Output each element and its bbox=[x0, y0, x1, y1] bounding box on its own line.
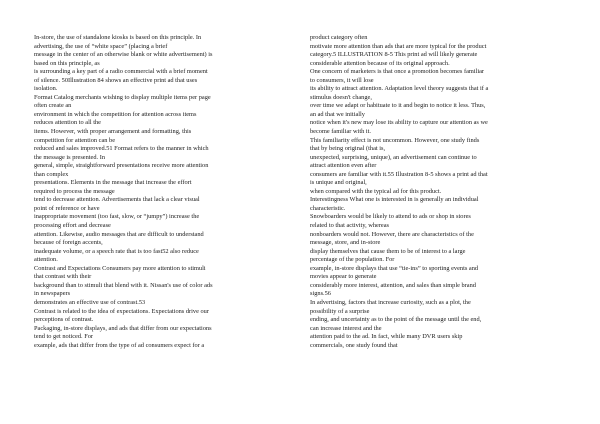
right-column-text-line: commercials, one study found that bbox=[310, 341, 398, 349]
left-column-text-line: items. However, with proper arrangement and formatting, this bbox=[34, 128, 192, 136]
left-column-text-line: perceptions of contrast. bbox=[34, 316, 94, 324]
right-column-text-line: This familiarity effect is not uncommon. However, one study finds bbox=[310, 136, 480, 144]
right-column-text-line: Interestingness What one is interested in is generally an individual bbox=[310, 196, 479, 204]
right-column-text-line: Snowboarders would be likely to attend to ads or shop in stores bbox=[310, 213, 471, 221]
right-column-text-line: considerably more interest, attention, and sales than simple brand bbox=[310, 281, 476, 289]
left-column-text-line: Contrast is related to the idea of expectations. Expectations drive our bbox=[34, 307, 209, 315]
right-column-text-line: possibility of a surprise bbox=[310, 307, 370, 315]
left-column-text-line: isolation. bbox=[34, 85, 58, 93]
right-column-text-line: In advertising, factors that increase curiosity, such as a plot, the bbox=[310, 298, 471, 306]
left-column-text-line: based on this principle, as bbox=[34, 59, 100, 67]
right-column-text-line: become familiar with it. bbox=[310, 128, 371, 136]
right-column-text-line: display themselves that cause them to be of interest to a large bbox=[310, 247, 466, 255]
right-text-column bbox=[310, 34, 572, 350]
left-column-text-line: tend to get noticed. For bbox=[34, 333, 94, 341]
left-column-text-line: presentations. Elements in the message that increase the effort bbox=[34, 179, 192, 187]
right-column-text-line: motivate more attention than ads that are more typical for the product bbox=[310, 42, 487, 50]
left-column-text-line: than complex bbox=[34, 170, 69, 178]
right-column-text-line: stimulus doesn't change, bbox=[310, 93, 372, 101]
left-column-text-line: example, ads that differ from the type of ad consumers expect for a bbox=[34, 341, 205, 349]
left-column-text-line: Packaging, in-store displays, and ads that differ from our expectations bbox=[34, 324, 212, 332]
right-column-text-line: to consumers, it will lose bbox=[310, 76, 374, 84]
left-column-text-line: advertising, the use of “white space” (placing a brief bbox=[34, 42, 168, 50]
right-column-text-line: One concern of marketers is that once a promotion becomes familiar bbox=[310, 68, 485, 76]
right-column-text-line: attract attention even after bbox=[310, 162, 377, 170]
right-column-text-line: signs.56 bbox=[310, 290, 331, 298]
right-column-text-line: unexpected, surprising, unique), an advertisement can continue to bbox=[310, 153, 477, 161]
left-column-text-line: required to process the message bbox=[34, 187, 115, 195]
left-column-text-line: demonstrates an effective use of contrast.53 bbox=[34, 298, 146, 306]
left-column-text-line: tend to decrease attention. Advertisements that lack a clear visual bbox=[34, 196, 200, 204]
left-column-text-line: is surrounding a key part of a radio commercial with a brief moment bbox=[34, 68, 208, 76]
right-column-text-line: related to that activity, whereas bbox=[310, 222, 390, 230]
left-column-text-line: general, simple, straightforward presentations receive more attention bbox=[34, 162, 209, 170]
left-column-text-line: message in the center of an otherwise blank or white advertisement) is bbox=[34, 51, 213, 59]
right-column-text-line: that by being original (that is, bbox=[310, 145, 386, 153]
left-column-text-line: In-store, the use of standalone kiosks is based on this principle. In bbox=[34, 34, 202, 41]
left-column-text-line: often create an bbox=[34, 102, 72, 110]
left-column-text-line: because of foreign accents, bbox=[34, 239, 103, 247]
right-column-text-line: over time we adapt or habituate to it and begin to notice it less. Thus, bbox=[310, 102, 486, 110]
left-column-text-line: the message is presented. In bbox=[34, 153, 105, 161]
right-column-text-line: an ad that we initially bbox=[310, 110, 365, 118]
left-text-column bbox=[34, 34, 296, 350]
right-column-text-line: its ability to attract attention. Adaptation level theory suggests that if a bbox=[310, 85, 489, 93]
right-column-text-line: message, store, and in-store bbox=[310, 239, 381, 247]
left-column-text-line: attention. Likewise, audio messages that are difficult to understand bbox=[34, 230, 204, 238]
right-column-text-line: example, in-store displays that use “tie-ins” to sporting events and bbox=[310, 264, 479, 272]
left-column-text-line: attention. bbox=[34, 256, 58, 264]
right-column-text-line: product category often bbox=[310, 34, 368, 41]
right-column-text-line: consumers are familiar with it.55 Illustration 8-5 shows a print ad that bbox=[310, 170, 488, 178]
right-column-text-line: ending, and uncertainty as to the point of the message until the end, bbox=[310, 316, 482, 324]
left-column-text-line: of silence. 50Illustration 84 shows an effective print ad that uses bbox=[34, 76, 198, 84]
right-column-text-line: category.5 ILLUSTRATION 8-5 This print ad will likely generate bbox=[310, 51, 478, 59]
left-column-text-line: competition for attention can be bbox=[34, 136, 116, 144]
left-column-text-line: Contrast and Expectations Consumers pay more attention to stimuli bbox=[34, 264, 206, 272]
left-column-text-line: environment in which the competition for attention across items bbox=[34, 110, 197, 118]
left-column-text-line: inadequate volume, or a speech rate that is too fast52 also reduce bbox=[34, 247, 199, 255]
left-column-text-line: reduces attention to all the bbox=[34, 119, 101, 127]
right-column-text-line: nonboarders would not. However, there are characteristics of the bbox=[310, 230, 474, 238]
left-column-text-line: processing effort and decrease bbox=[34, 222, 111, 230]
left-column-text-line: Format Catalog merchants wishing to display multiple items per page bbox=[34, 93, 211, 101]
left-column-text-line: in newspapers bbox=[34, 290, 71, 298]
right-column-text-line: considerable attention because of its original approach. bbox=[310, 59, 450, 67]
right-column-text-line: percentage of the population. For bbox=[310, 256, 395, 264]
left-column-text-line: background than to stimuli that blend with it. Nissan's use of color ads bbox=[34, 281, 213, 289]
left-column-text-line: reduced and sales improved.51 Format refers to the manner in which bbox=[34, 145, 209, 153]
left-column-text-line: inappropriate movement (too fast, slow, or “jumpy”) increase the bbox=[34, 213, 200, 221]
right-column-text-line: notice when it's new may lose its ability to capture our attention as we bbox=[310, 119, 488, 127]
left-column-text-line: point of reference or have bbox=[34, 204, 100, 212]
left-column-text-line: that contrast with their bbox=[34, 273, 92, 281]
right-column-text-line: attention paid to the ad. In fact, while many DVR users skip bbox=[310, 333, 463, 341]
right-column-text-line: when compared with the typical ad for this product. bbox=[310, 187, 442, 195]
right-column-text-line: is unique and original, bbox=[310, 179, 367, 187]
right-column-text-line: can increase interest and the bbox=[310, 324, 382, 332]
right-column-text-line: characteristic. bbox=[310, 204, 346, 212]
right-column-text-line: movies appear to generate bbox=[310, 273, 377, 281]
